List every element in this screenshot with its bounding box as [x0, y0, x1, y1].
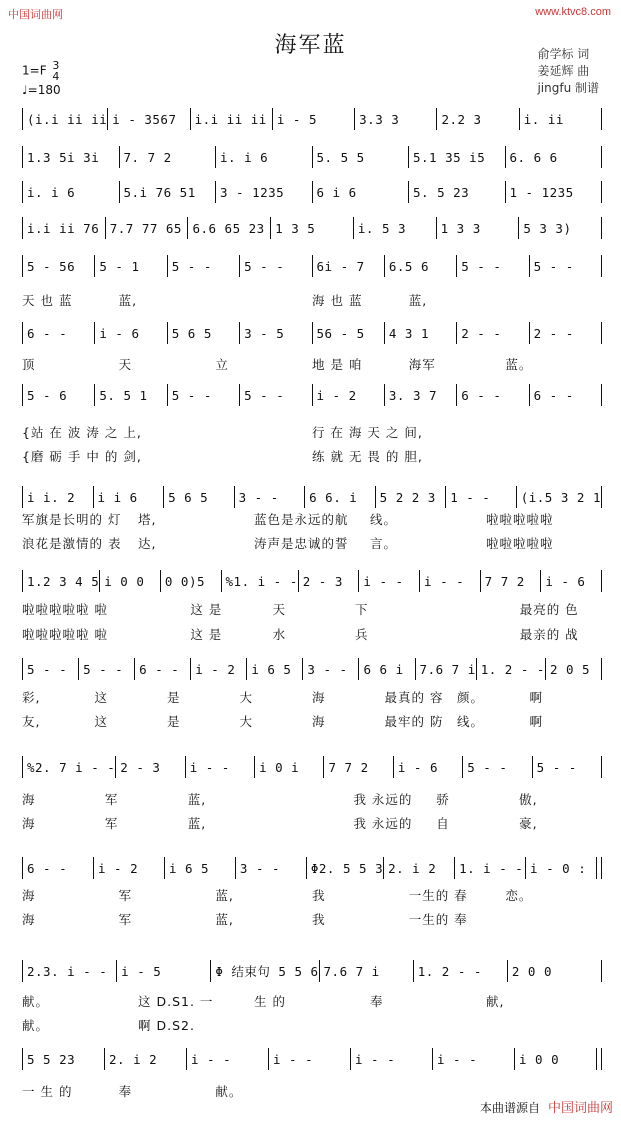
lyric-segment: 颜。 [457, 690, 485, 705]
notation-row [22, 181, 602, 203]
notation-row [22, 217, 602, 239]
lyric-row [22, 1016, 602, 1034]
measure: 5 - 56 [27, 258, 76, 274]
lyric-segment: 海 也 蓝 [312, 293, 363, 308]
footer [480, 1097, 613, 1116]
lyric-segment: 啦啦啦啦啦 啦 [22, 627, 108, 642]
lyric-row [22, 510, 602, 528]
measure: 2.3. i - - [27, 963, 108, 979]
lyric-row [22, 910, 602, 928]
barline [601, 658, 602, 680]
lyric-segment: 蓝, [215, 888, 234, 903]
lyric-segment: 这 是 [190, 602, 223, 617]
measure: 5 - - [244, 387, 285, 403]
measure: 6i - 7 [316, 258, 365, 274]
lyric-segment: 海 [22, 912, 36, 927]
lyric-segment: 下 [355, 602, 369, 617]
lyric-segment: 啦啦啦啦啦 啦 [22, 602, 108, 617]
lyric-segment: 自 [436, 816, 450, 831]
measure: 3 - 1235 [220, 184, 285, 200]
measure: i - - [437, 1051, 478, 1067]
lyric-segment: 生 的 [254, 994, 286, 1009]
lyric-segment: 啊 [529, 690, 544, 705]
measure: 5 6 5 [168, 489, 209, 505]
measure: 5 5 23 [27, 1051, 76, 1067]
measure: i 6 5 [168, 860, 210, 876]
measure: 3. 3 7 [388, 387, 438, 403]
measure: 6 i 6 [316, 184, 357, 200]
measure: 6 - - [461, 387, 502, 403]
measure: i.i ii 76 [27, 220, 100, 236]
barline [601, 255, 602, 277]
measure: 5 2 2 3 [379, 489, 436, 505]
lyric-row [22, 688, 602, 706]
measure: 2 0 5 [549, 661, 591, 677]
measure: 7.6 7 i [323, 963, 380, 979]
lyric-segment: 是 [167, 690, 181, 705]
measure: 5 - - [83, 661, 124, 677]
measure: 1. i - - [459, 860, 524, 876]
lyric-segment: 这 [94, 714, 109, 729]
measure: 6 6. i [309, 489, 358, 505]
tempo-marking: ♩=180 [22, 83, 61, 97]
measure: 2 - - [533, 325, 574, 341]
notation-row [22, 255, 602, 277]
lyric-row [22, 992, 602, 1010]
barline [601, 322, 602, 344]
lyric-segment: 练 就 无 畏 的 胆, [312, 449, 423, 464]
lyricist: 俞学标 词 [537, 47, 590, 61]
measure: 5 - - [461, 258, 502, 274]
measure: 7 7 2 [484, 573, 525, 589]
lyric-segment: 蓝, [187, 792, 207, 807]
lyric-segment: 一 生 的 [22, 1084, 73, 1099]
measure: 1 3 5 [275, 220, 316, 236]
lyric-segment: 军 [118, 888, 133, 903]
barline [596, 1048, 602, 1070]
measure: 1 3 3 [440, 220, 481, 236]
measure: i - 2 [97, 860, 139, 876]
measure: 5 - 1 [99, 258, 140, 274]
barline [601, 486, 602, 508]
notation-row [22, 756, 602, 778]
measure: 5.1 35 i5 [413, 149, 486, 165]
lyric-segment: 啦啦啦啦啦 [486, 536, 554, 551]
measure: i i. 2 [27, 489, 76, 505]
lyric-segment [370, 1016, 486, 1034]
measure: 5 - - [533, 258, 574, 274]
lyric-segment: 军旗是长明的 灯 [22, 512, 122, 527]
footer-source: 本曲谱源自 [479, 1101, 540, 1115]
lyric-segment [312, 1082, 409, 1100]
measure: 1. 2 - - [480, 661, 545, 677]
lyric-segment: 军 [104, 816, 119, 831]
measure: i 6 5 [251, 661, 292, 677]
lyric-segment: {磨 砺 手 中 的 剑, [22, 449, 142, 464]
barline [601, 146, 602, 168]
measure: i - 5 [121, 963, 162, 979]
lyric-segment [167, 447, 312, 465]
measure: 6.6 65 23 [192, 220, 265, 236]
lyric-segment: 线。 [457, 714, 485, 729]
lyric-segment: 我 [312, 888, 326, 903]
measure: %2. 7 i - - [27, 759, 116, 775]
measure: i - - [191, 1051, 232, 1067]
lyric-segment: 奉 [370, 994, 384, 1009]
measure: 56 - 5 [316, 325, 365, 341]
measure: 5.i 76 51 [123, 184, 196, 200]
lyric-segment: 奉 [118, 1084, 133, 1099]
lyric-segment: 海 [22, 888, 36, 903]
measure: 7.7 77 65 [109, 220, 182, 236]
lyric-segment: 蓝。 [505, 357, 533, 372]
lyric-segment: 这 [94, 690, 109, 705]
lyric-segment: 天 [272, 602, 287, 617]
lyric-segment: 天 [118, 357, 133, 372]
lyric-segment: 我 永远的 [353, 816, 413, 831]
notation-row [22, 384, 602, 406]
notation-row [22, 108, 602, 130]
lyric-segment: 献。 [22, 994, 50, 1009]
lyric-segment: 我 [312, 912, 326, 927]
lyric-segment: 傲, [519, 792, 538, 807]
measure: 5. 5 1 [99, 387, 148, 403]
lyric-segment: 最亲的 战 [519, 627, 579, 642]
measure: i - 2 [195, 661, 236, 677]
measure: 2. i 2 [388, 860, 437, 876]
lyric-segment: 最亮的 色 [519, 602, 579, 617]
notation-row [22, 1048, 602, 1070]
lyric-segment: 豪, [519, 816, 538, 831]
notation-row [22, 570, 602, 592]
lyric-segment: 蓝, [408, 293, 428, 308]
lyric-row [22, 814, 602, 832]
key-signature: 1=F [22, 63, 47, 78]
notation-row [22, 322, 602, 344]
lyric-segment: 兵 [355, 627, 369, 642]
lyric-segment: 最真的 容 [384, 690, 444, 705]
lyric-segment: 献, [486, 994, 505, 1009]
lyric-segment: {站 在 波 涛 之 上, [22, 425, 142, 440]
lyric-segment: 我 永远的 [353, 792, 413, 807]
measure: 7.6 7 i [419, 661, 476, 677]
lyric-segment: 一生的 春 [408, 888, 468, 903]
measure: 6.5 6 [388, 258, 430, 274]
lyric-segment: 水 [272, 627, 287, 642]
notation-row [22, 857, 602, 879]
lyric-segment [457, 423, 602, 441]
measure: 4 3 1 [388, 325, 430, 341]
measure: 6 - - [533, 387, 574, 403]
lyric-row [22, 534, 602, 552]
lyric-segment: 献。 [215, 1084, 243, 1099]
measure: 5. 5 5 [316, 149, 365, 165]
lyric-segment [271, 790, 354, 808]
lyric-segment [108, 625, 190, 643]
watermark-top-right: www.ktvc8.com [535, 6, 611, 18]
lyric-segment: 海 [22, 792, 36, 807]
measure: 6 - - [139, 661, 180, 677]
measure: i - 6 [545, 573, 586, 589]
barline [596, 857, 602, 879]
lyric-segment: 是 [167, 714, 181, 729]
lyric-segment: 啊 [529, 714, 544, 729]
measure: 3.3 3 [359, 111, 400, 127]
lyric-segment: 这 D.S1. 一 [138, 994, 214, 1009]
measure: 2 0 0 [511, 963, 552, 979]
lyric-segment [486, 1016, 602, 1034]
measure: 1 - 1235 [509, 184, 574, 200]
measure: i - 3567 [112, 111, 177, 127]
lyric-segment: 蓝, [118, 293, 138, 308]
measure: Φ 结束句 5 5 6 [215, 964, 319, 979]
lyric-row [22, 712, 602, 730]
lyric-segment: 蓝色是永远的航 [254, 512, 349, 527]
measure: i i 6 [97, 489, 138, 505]
lyric-row [22, 790, 602, 808]
lyric-segment: 骄 [436, 792, 450, 807]
lyric-segment: 蓝, [187, 816, 207, 831]
measure: 6. 6 6 [509, 149, 558, 165]
measure: i. 5 3 [357, 220, 407, 236]
measure: 2.2 3 [441, 111, 482, 127]
lyric-segment: 军 [118, 912, 133, 927]
barline [601, 217, 602, 239]
time-signature: 3 4 [52, 59, 60, 83]
lyric-segment [437, 600, 519, 618]
measure: 2 - 3 [302, 573, 343, 589]
measure: 3 - - [307, 661, 348, 677]
lyric-segment [254, 1016, 370, 1034]
measure: i 0 i [259, 759, 300, 775]
lyric-segment [505, 291, 602, 309]
lyric-segment [108, 600, 190, 618]
lyric-segment: 大 [239, 690, 254, 705]
measure: i - 2 [316, 387, 357, 403]
lyric-segment: 海 [312, 714, 326, 729]
measure: 2. i 2 [109, 1051, 158, 1067]
tempo-key-block [22, 60, 61, 98]
measure: 5 - - [171, 258, 212, 274]
measure: 3 - - [238, 489, 279, 505]
lyric-row [22, 625, 602, 643]
lyric-segment: 天 也 蓝 [22, 293, 73, 308]
measure: 5 - - [536, 759, 577, 775]
credits [537, 46, 599, 97]
lyric-segment: 海 [22, 816, 36, 831]
measure: i - 6 [397, 759, 438, 775]
notation-row [22, 486, 602, 508]
measure: 7 7 2 [328, 759, 369, 775]
lyric-segment: 地 是 咱 [312, 357, 363, 372]
measure: i 0 0 [104, 573, 145, 589]
measure: 5 6 5 [171, 325, 212, 341]
measure: 2 - 3 [120, 759, 161, 775]
lyric-row [22, 423, 602, 441]
composer: 姜延辉 曲 [537, 64, 590, 78]
lyric-segment: 海 [312, 690, 326, 705]
lyric-segment: 行 在 海 天 之 间, [312, 425, 423, 440]
lyric-segment: 蓝, [215, 912, 234, 927]
measure: i. i 6 [220, 149, 269, 165]
measure: 1. 2 - - [417, 963, 482, 979]
lyric-row [22, 291, 602, 309]
measure: i - 0 : [530, 860, 587, 876]
measure: i - - [355, 1051, 396, 1067]
lyric-row [22, 355, 602, 373]
lyric-segment: 塔, [138, 512, 157, 527]
measure: 5. 5 23 [413, 184, 470, 200]
measure: i - - [424, 573, 465, 589]
measure: 6 - - [27, 860, 68, 876]
measure: i. i 6 [27, 184, 76, 200]
lyric-segment: 啊 D.S2. [138, 1018, 195, 1033]
measure: 3 - 5 [244, 325, 285, 341]
measure: 6 - - [27, 325, 68, 341]
lyric-segment: 恋。 [505, 888, 533, 903]
measure: 2 - - [461, 325, 502, 341]
measure: i - - [273, 1051, 314, 1067]
lyric-row [22, 886, 602, 904]
footer-site: 中国词曲网 [547, 1101, 613, 1116]
notation-row [22, 146, 602, 168]
notation-row [22, 658, 602, 680]
measure: %1. i - - [225, 573, 298, 589]
arranger: jingfu 制谱 [537, 81, 599, 95]
lyric-segment: 立 [215, 357, 229, 372]
measure: 5 - - [27, 661, 68, 677]
lyric-segment [457, 447, 602, 465]
measure: 1.2 3 4 5 [27, 573, 100, 589]
barline [601, 384, 602, 406]
measure: i - 5 [276, 111, 317, 127]
measure: i. ii [523, 111, 564, 127]
measure: 7. 7 2 [123, 149, 172, 165]
lyric-segment: 顶 [22, 357, 36, 372]
lyric-segment [167, 423, 312, 441]
measure: 5 3 3) [523, 220, 572, 236]
lyric-segment [271, 814, 354, 832]
lyric-segment: 一生的 奉 [408, 912, 468, 927]
measure: i - - [189, 759, 230, 775]
lyric-segment: 海军 [408, 357, 436, 372]
measure: 5 - - [171, 387, 212, 403]
measure: 6 6 i [363, 661, 404, 677]
measure: 5 - - [244, 258, 285, 274]
lyric-segment: 言。 [370, 536, 398, 551]
measure: (i.i ii ii [27, 111, 108, 127]
measure: 1.3 5i 3i [27, 149, 100, 165]
measure: i 0 0 [519, 1051, 560, 1067]
measure: i - 6 [99, 325, 140, 341]
barline [601, 960, 602, 982]
song-title: 海军蓝 [274, 33, 347, 58]
lyric-segment [505, 910, 602, 928]
lyric-segment [437, 625, 519, 643]
barline [601, 181, 602, 203]
lyric-segment: 军 [104, 792, 119, 807]
lyric-segment: 彩, [22, 690, 41, 705]
lyric-segment: 啦啦啦啦啦 [486, 512, 554, 527]
lyric-segment: 这 是 [190, 627, 223, 642]
lyric-segment [215, 291, 312, 309]
notation-row [22, 960, 602, 982]
lyric-segment: 友, [22, 714, 41, 729]
barline [601, 108, 602, 130]
measure: 5 - - [467, 759, 508, 775]
measure: 1 - - [450, 489, 491, 505]
measure: 0 0)5 [164, 573, 206, 589]
barline [601, 570, 602, 592]
lyric-row [22, 447, 602, 465]
measure: 5 - 6 [27, 387, 68, 403]
lyric-segment: 最牢的 防 [384, 714, 444, 729]
lyric-segment: 达, [138, 536, 157, 551]
lyric-segment: 线。 [370, 512, 398, 527]
lyric-segment: 涛声是忠诚的誓 [254, 536, 349, 551]
measure: i - - [363, 573, 404, 589]
measure: Φ2. 5 5 3 [310, 860, 384, 876]
measure: 3 - - [239, 860, 281, 876]
lyric-segment: 献。 [22, 1018, 50, 1033]
measure: i.i ii ii [194, 111, 267, 127]
watermark-top-left: 中国词曲网 [8, 9, 63, 21]
barline [601, 756, 602, 778]
measure: (i.5 3 2 1 [520, 489, 601, 505]
lyric-row [22, 600, 602, 618]
lyric-segment: 浪花是激情的 表 [22, 536, 122, 551]
lyric-segment: 大 [239, 714, 254, 729]
